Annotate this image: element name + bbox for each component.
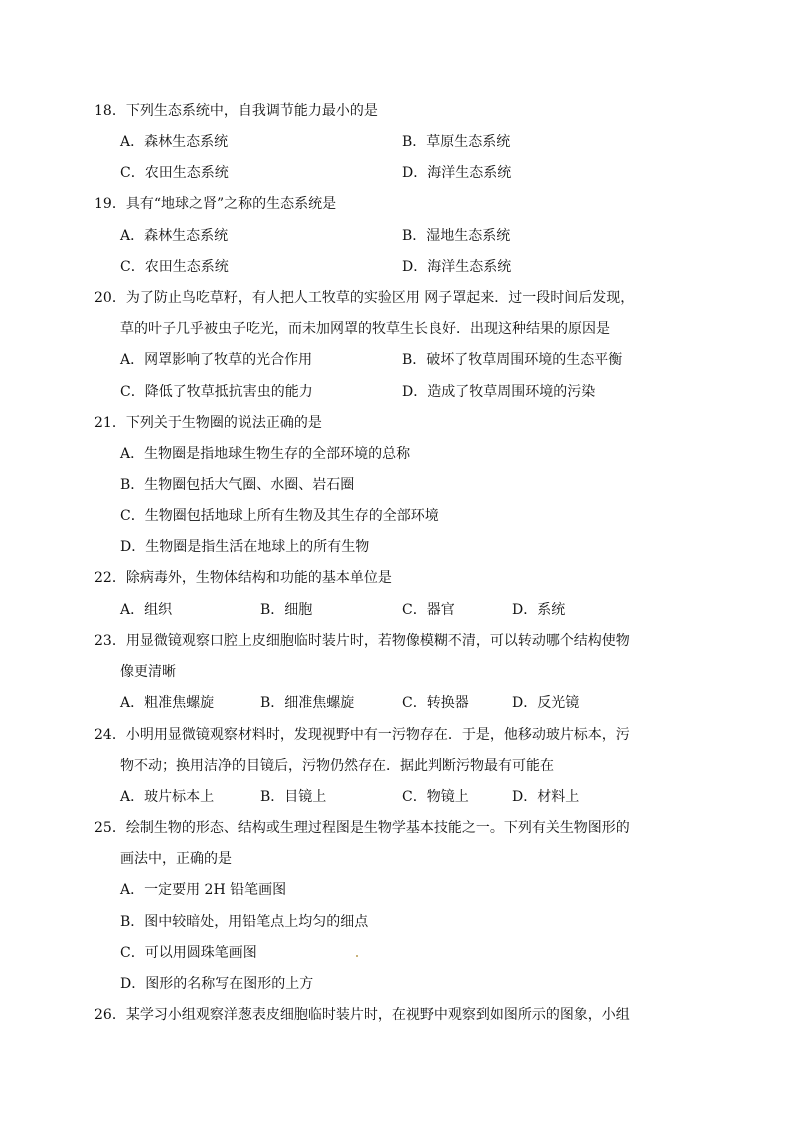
question-19-option-a: A．森林生态系统 (120, 228, 229, 244)
question-24-stem: 24．小明用显微镜观察材料时，发现视野中有一污物存在．于是，他移动玻片标本，污 (94, 727, 630, 743)
question-23-option-b: B．细准焦螺旋 (260, 695, 355, 711)
question-18-stem: 18．下列生态系统中，自我调节能力最小的是 (94, 103, 378, 119)
question-23-option-a: A．粗准焦螺旋 (120, 695, 215, 711)
question-20-option-b: B．破坏了牧草周围环境的生态平衡 (402, 352, 623, 368)
question-22-stem: 22．除病毒外，生物体结构和功能的基本单位是 (94, 570, 392, 586)
question-24-option-b: B．目镜上 (260, 789, 327, 805)
question-19-option-d: D．海洋生态系统 (402, 259, 512, 275)
question-18-option-b: B．草原生态系统 (402, 134, 511, 150)
question-25-option-b: B．图中较暗处，用铅笔点上均匀的细点 (120, 914, 369, 930)
question-19-option-c: C．农田生态系统 (120, 259, 229, 275)
question-20-stem-continued: 草的叶子几乎被虫子吃光，而未加网罩的牧草生长良好．出现这种结果的原因是 (120, 321, 610, 337)
question-20-option-a: A．网罩影响了牧草的光合作用 (120, 352, 313, 368)
question-21-option-a: A．生物圈是指地球生物生存的全部环境的总称 (120, 446, 411, 462)
question-22-option-c: C．器官 (402, 602, 455, 618)
question-21-option-d: D．生物圈是指生活在地球上的所有生物 (120, 539, 370, 555)
question-22-option-b: B．细胞 (260, 602, 313, 618)
question-21-stem: 21．下列关于生物圈的说法正确的是 (94, 415, 322, 431)
question-18-option-d: D．海洋生态系统 (402, 165, 512, 181)
question-19-stem: 19．具有“地球之肾”之称的生态系统是 (94, 196, 337, 212)
question-22-option-a: A．组织 (120, 602, 173, 618)
question-23-option-d: D．反光镜 (512, 695, 580, 711)
question-25-stem: 25．绘制生物的形态、结构或生理过程图是生物学基本技能之一。下列有关生物图形的 (94, 820, 630, 836)
question-22-option-d: D．系统 (512, 602, 566, 618)
question-23-stem: 23．用显微镜观察口腔上皮细胞临时装片时，若物像模糊不清，可以转动哪个结构使物 (94, 633, 630, 649)
question-24-option-c: C．物镜上 (402, 789, 469, 805)
question-21-option-b: B．生物圈包括大气圈、水圈、岩石圈 (120, 477, 355, 493)
question-24-stem-continued: 物不动；换用洁净的目镜后，污物仍然存在．据此判断污物最有可能在 (120, 758, 554, 774)
question-20-stem: 20．为了防止鸟吃草籽，有人把人工牧草的实验区用 网子罩起来．过一段时间后发现， (94, 290, 635, 306)
question-18-option-c: C．农田生态系统 (120, 165, 229, 181)
question-20-option-c: C．降低了牧草抵抗害虫的能力 (120, 384, 313, 400)
question-23-stem-continued: 像更清晰 (120, 664, 176, 680)
question-25-option-d: D．图形的名称写在图形的上方 (120, 976, 314, 992)
question-24-option-d: D．材料上 (512, 789, 580, 805)
question-25-option-a: A．一定要用 2H 铅笔画图 (120, 882, 287, 898)
question-23-option-c: C．转换器 (402, 695, 469, 711)
question-19-option-b: B．湿地生态系统 (402, 228, 511, 244)
question-26-stem: 26．某学习小组观察洋葱表皮细胞临时装片时，在视野中观察到如图所示的图象，小组 (94, 1007, 630, 1023)
question-21-option-c: C．生物圈包括地球上所有生物及其生存的全部环境 (120, 508, 439, 524)
question-20-option-d: D．造成了牧草周围环境的污染 (402, 384, 596, 400)
question-25-option-c: C．可以用圆珠笔画图 (120, 945, 257, 961)
question-25-stem-continued: 画法中，正确的是 (120, 851, 232, 867)
question-18-option-a: A．森林生态系统 (120, 134, 229, 150)
question-24-option-a: A．玻片标本上 (120, 789, 215, 805)
stray-dot-mark (356, 955, 358, 957)
